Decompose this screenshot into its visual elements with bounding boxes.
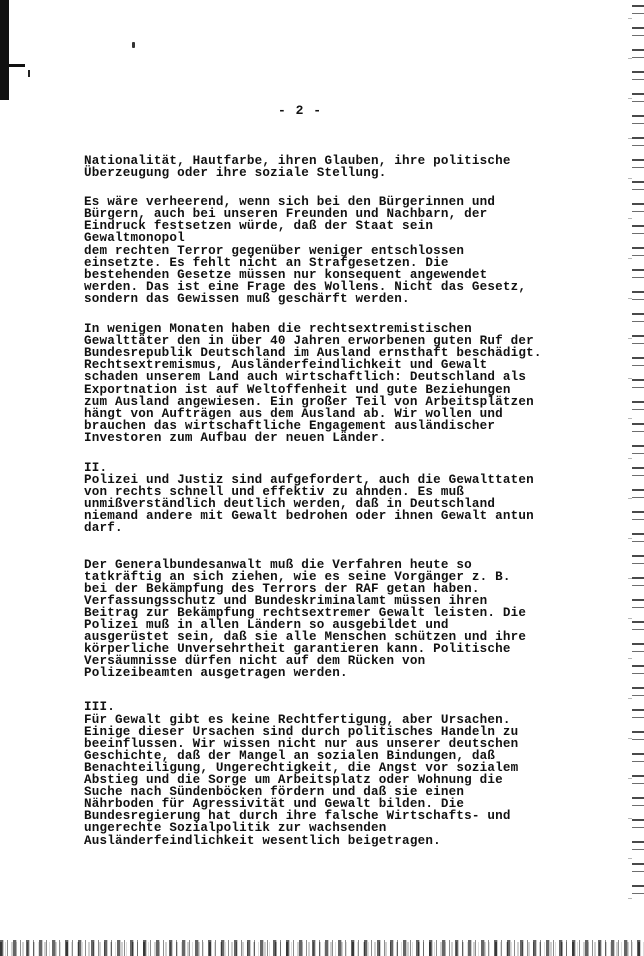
text-line: Benachteiligung, Ungerechtigkeit, die Angst vor sozialem [84,760,519,775]
text-line: Eindruck festsetzen würde, daß der Staat sein [84,219,434,234]
text-line: Bundesregierung hat durch ihre falsche Wirtschafts- und [84,809,511,824]
text-line: darf. [84,521,123,536]
text-line: Suche nach Sündenböcken fördern und daß sie einen [84,785,465,800]
text-line: Überzeugung oder ihre soziale Stellung. [84,166,387,181]
text-line: Investoren zum Aufbau der neuen Länder. [84,430,387,445]
text-line: Exportnation ist auf Weltoffenheit und gute Beziehungen [84,382,511,397]
text-line: Bürgern, auch bei unseren Freunden und Nachbarn, der [84,207,488,222]
section-heading: II. [84,460,108,475]
section-heading: III. [84,700,116,715]
text-line: Gewalttäter den in über 40 Jahren erworbenen guten Ruf der [84,334,534,349]
text-line: körperliche Unversehrtheit garantieren kann. Politische [84,642,511,657]
text-line: von rechts schnell und effektiv zu ahnden. Es muß [84,485,465,500]
text-line: bestehenden Gesetze müssen nur konsequent angewendet [84,267,488,282]
paragraph [84,462,604,535]
text-line: Verfassungsschutz und Bundeskriminalamt müssen ihren [84,593,488,608]
text-line: zum Ausland angewiesen. Ein großer Teil von Arbeitsplätzen [84,394,534,409]
paragraph [84,323,604,444]
text-line: hängt von Aufträgen aus dem Ausland ab. Wir wollen und [84,406,503,421]
text-line: ausgerüstet sein, daß sie alle Menschen schützen und ihre [84,630,527,645]
scan-bottom-noise [0,940,644,956]
text-line: Einige dieser Ursachen sind durch politisches Handeln zu [84,724,519,739]
text-line: schaden unserem Land auch wirtschaftlich: Deutschland als [84,370,527,385]
text-line: Polizei muß in allen Ländern so ausgebildet und [84,618,449,632]
text-line: Für Gewalt gibt es keine Rechtfertigung, aber Ursachen. [84,712,511,727]
text-line: In wenigen Monaten haben die rechtsextremistischen [84,322,472,337]
text-line: werden. Das ist eine Frage des Wollens. Nicht das Gesetz, [84,279,527,294]
text-line: ungerechte Sozialpolitik zur wachsenden [84,821,387,836]
text-line: Der Generalbundesanwalt muß die Verfahren heute so [84,557,472,572]
paragraph [84,559,604,680]
text-line: Abstieg und die Sorge um Arbeitsplatz oder Wohnung die [84,773,503,788]
text-line: Geschichte, daß der Mangel an sozialen Bindungen, daß [84,748,496,763]
text-line: tatkräftig an sich ziehen, wie es seine Vorgänger z. B. [84,569,511,584]
scan-margin-dot [28,70,30,77]
page-number: - 2 - [277,103,322,118]
text-line: Ausländerfeindlichkeit wesentlich beigetragen. [84,833,441,848]
text-line: niemand andere mit Gewalt bedrohen oder ihnen Gewalt antun [84,509,534,524]
text-line: Versäumnisse dürfen nicht auf dem Rücken von [84,654,426,669]
scan-margin-tick [9,64,25,67]
text-line: Polizei und Justiz sind aufgefordert, auch die Gewalttaten [84,473,534,488]
text-line: Nährboden für Agressivität und Gewalt bilden. Die [84,797,465,812]
text-line: Beitrag zur Bekämpfung rechtsextremer Gewalt leisten. Die [84,605,527,620]
text-line: unmißverständlich deutlich werden, daß in Deutschland [84,497,496,512]
text-line: beeinflussen. Wir wissen nicht nur aus unserer deutschen [84,736,519,751]
text-line: dem rechten Terror gegenüber weniger entschlossen [84,243,465,258]
text-line: einsetzte. Es fehlt nicht an Strafgesetzen. Die [84,255,449,270]
text-line: Rechtsextremismus, Ausländerfeindlichkeit und Gewalt [84,358,488,373]
scan-speck [132,42,135,48]
text-line: Nationalität, Hautfarbe, ihren Glauben, ihre politische [84,154,511,168]
text-line: Bundesrepublik Deutschland im Ausland ernsthaft beschädigt. [84,346,542,361]
text-line: Polizeibeamten ausgetragen werden. [84,666,348,681]
text-line: Es wäre verheerend, wenn sich bei den Bürgerinnen und [84,195,496,210]
paragraph [84,155,604,179]
text-line: sondern das Gewissen muß geschärft werden. [84,291,410,306]
scan-margin-mark [0,0,9,100]
paragraph [84,701,604,846]
paragraph [84,196,604,305]
document-body [84,155,604,847]
text-line: bei der Bekämpfung des Terrors der RAF getan haben. [84,581,480,596]
scan-right-edge [632,0,644,956]
text-line: brauchen das wirtschaftliche Engagement ausländischer [84,418,496,433]
text-line: Gewaltmonopol [84,231,185,246]
